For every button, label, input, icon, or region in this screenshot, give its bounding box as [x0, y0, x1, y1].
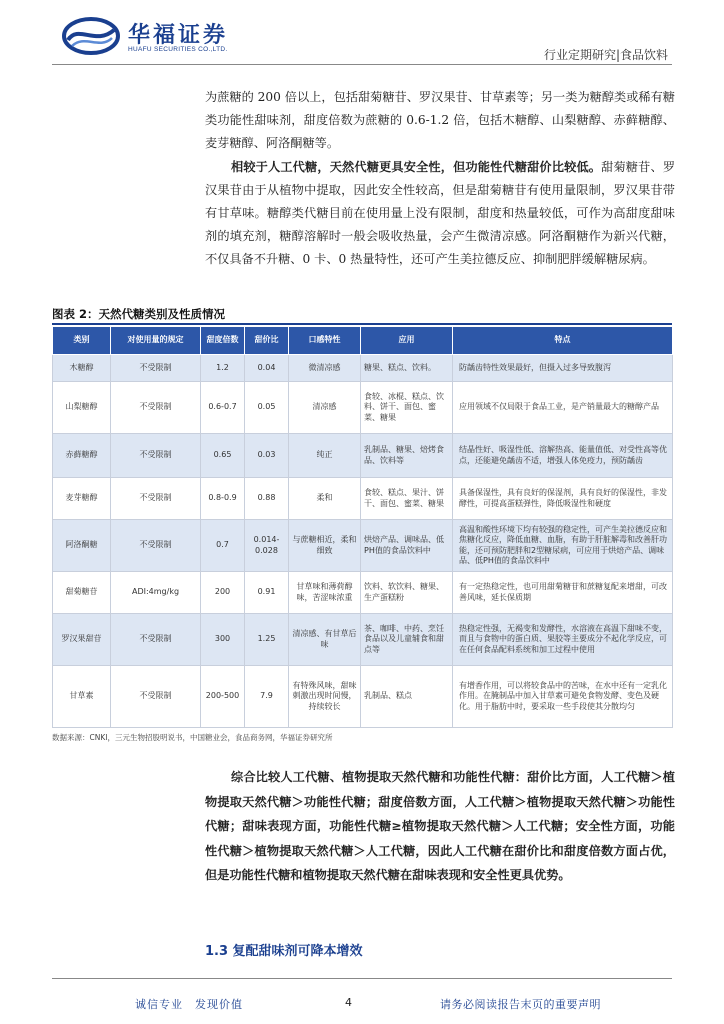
cell-taste: 有特殊风味，甜味刺激出现时间慢，持续较长 — [289, 666, 361, 728]
cell-sweetness: 0.7 — [201, 520, 245, 572]
cell-use: 食较、冰棍、糕点、饮料、饼干、面包、蜜菜、糖果 — [361, 382, 453, 434]
cell-ratio: 0.05 — [245, 382, 289, 434]
cell-sweetness: 300 — [201, 614, 245, 666]
logo-swirl-icon — [62, 16, 120, 56]
cell-sweetness: 0.6-0.7 — [201, 382, 245, 434]
cell-ratio: 0.03 — [245, 434, 289, 478]
column-header: 类别 — [53, 327, 111, 355]
column-header: 应用 — [361, 327, 453, 355]
cell-feature: 具备保湿性，具有良好的保湿剂，具有良好的保湿性，非发酵性，可提高蛋糕弹性，降低吸湿性和硬度 — [453, 478, 673, 520]
cell-name: 木糖醇 — [53, 355, 111, 382]
cell-limit: 不受限制 — [111, 382, 201, 434]
paragraph-overall-comparison: 综合比较人工代糖、植物提取天然代糖和功能性代糖：甜价比方面，人工代糖＞植物提取天然代糖＞功能性代糖；甜度倍数方面，人工代糖＞植物提取天然代糖＞功能性代糖；甜味表现方面，功能性代糖≥植物提取天然代糖＞人工代糖；安全性方面，功能性代糖＞植物提取天然代糖＞人工代糖，因此人工代糖在甜价比和甜度倍数方面占优，但是功能性代糖和植物提取天然代糖在甜味表现和安全性更具优势。 — [205, 770, 675, 882]
cell-limit: 不受限制 — [111, 520, 201, 572]
header-divider — [52, 64, 672, 65]
cell-feature: 热稳定性强，无褐变和发酵性，水溶液在高温下甜味不变，而且与食物中的蛋白质、果胶等主要成分不起化学反应，可在任何食品配料系统和加工过程中使用 — [453, 614, 673, 666]
paragraph-natural-sweeteners: 为蔗糖的 200 倍以上，包括甜菊糖苷、罗汉果苷、甘草素等；另一类为糖醇类或稀有糖类功能性甜味剂，甜度倍数为蔗糖的 0.6-1.2 倍，包括木糖醇、山梨糖醇、赤藓糖醇、麦芽糖醇、阿洛酮糖等。 — [205, 90, 675, 150]
column-header: 甜度倍数 — [201, 327, 245, 355]
table-row — [53, 434, 673, 478]
cell-use: 食较、糕点、果汁、饼干、面包、蜜菜、糖果 — [361, 478, 453, 520]
cell-ratio: 1.25 — [245, 614, 289, 666]
table-row — [53, 355, 673, 382]
paragraph-safety-comparison — [205, 156, 675, 271]
column-header: 甜价比 — [245, 327, 289, 355]
table-row — [53, 478, 673, 520]
cell-name: 山梨糖醇 — [53, 382, 111, 434]
cell-name: 麦芽糖醇 — [53, 478, 111, 520]
natural-sweetener-table — [52, 326, 673, 728]
cell-taste: 甘草味和薄荷醇味，苦涩味浓重 — [289, 572, 361, 614]
column-header: 口感特性 — [289, 327, 361, 355]
company-logo — [62, 16, 262, 56]
cell-ratio: 0.91 — [245, 572, 289, 614]
table-row — [53, 520, 673, 572]
cell-feature: 有增香作用，可以将较食品中的苦味，在水中还有一定乳化作用。在腌制品中加入甘草素可避免食物发酵、变色及硬化。用于脂肪中时，要采取一些手段使其分散均匀 — [453, 666, 673, 728]
page-header — [0, 0, 724, 70]
cell-sweetness: 0.8-0.9 — [201, 478, 245, 520]
table-header-row — [53, 327, 673, 355]
column-header: 对使用量的规定 — [111, 327, 201, 355]
cell-taste: 与蔗糖相近，柔和细致 — [289, 520, 361, 572]
cell-limit: 不受限制 — [111, 355, 201, 382]
report-type: 行业定期研究|食品饮料 — [543, 48, 668, 62]
cell-limit: 不受限制 — [111, 478, 201, 520]
cell-sweetness: 0.65 — [201, 434, 245, 478]
logo-english-name: HUAFU SECURITIES CO.,LTD. — [128, 46, 228, 53]
logo-chinese-name: 华福证券 — [128, 22, 229, 48]
paragraph-body: 甜菊糖苷、罗汉果苷由于从植物中提取，因此安全性较高，但是甜菊糖苷有使用量限制，罗汉果苷带有甘草味。糖醇类代糖目前在使用量上没有限制，甜度和热量较低，可作为高甜度甜味剂的填充剂，糖醇溶解时一般会吸收热量，会产生微清凉感。阿洛酮糖作为新兴代糖，不仅具备不升糖、0 卡、0 热量特性，还可产生美拉德反应、抑制肥胖缓解糖尿病。 — [205, 160, 676, 266]
cell-name: 阿洛酮糖 — [53, 520, 111, 572]
cell-use: 茶、咖啡、中药、烹饪食品以及儿童辅食和甜点等 — [361, 614, 453, 666]
cell-feature: 有一定热稳定性，也可用甜菊糖苷和蔗糖复配来增甜，可改善风味，延长保质期 — [453, 572, 673, 614]
cell-sweetness: 1.2 — [201, 355, 245, 382]
paragraph-lead-sentence: 相较于人工代糖，天然代糖更具安全性，但功能性代糖甜价比较低。 — [231, 160, 602, 174]
section-heading: 1.3 复配甜味剂可降本增效 — [205, 944, 363, 959]
table-row — [53, 382, 673, 434]
footer-divider — [52, 978, 672, 979]
data-source-note: 数据来源：CNKI，三元生物招股明说书，中国糖业会，食品商务网，华福证券研究所 — [52, 733, 333, 742]
table-row — [53, 572, 673, 614]
cell-use: 饮料、软饮料、糖果、生产蛋糕粉 — [361, 572, 453, 614]
cell-taste: 清凉感、有甘草后味 — [289, 614, 361, 666]
cell-use: 烘焙产品、调味品、低PH值的食品饮料中 — [361, 520, 453, 572]
cell-sweetness: 200 — [201, 572, 245, 614]
column-header: 特点 — [453, 327, 673, 355]
figure-title: 图表 2：天然代糖类别及性质情况 — [52, 307, 226, 321]
cell-taste: 柔和 — [289, 478, 361, 520]
cell-taste: 纯正 — [289, 434, 361, 478]
cell-ratio: 0.014-0.028 — [245, 520, 289, 572]
page-number: 4 — [345, 996, 352, 1009]
cell-limit: 不受限制 — [111, 434, 201, 478]
footer-disclaimer: 请务必阅读报告末页的重要声明 — [440, 998, 601, 1011]
cell-feature: 结晶性好、吸湿性低、溶解热高、能量值低、对受性高等优点，还能避免龋齿不适，增强人体免疫力，预防龋齿 — [453, 434, 673, 478]
cell-limit: 不受限制 — [111, 666, 201, 728]
table-row — [53, 666, 673, 728]
cell-use: 乳制品、糕点 — [361, 666, 453, 728]
cell-feature: 防龋齿特性效果最好，但摄入过多导致腹泻 — [453, 355, 673, 382]
cell-name: 甘草素 — [53, 666, 111, 728]
cell-taste: 微清凉感 — [289, 355, 361, 382]
cell-feature: 高温和酸性环境下均有较强的稳定性，可产生美拉德反应和焦糖化反应，降低血糖、血脂，有助于肝脏解毒和改善肝功能，还可预防肥胖和2型糖尿病，可应用于烘焙产品、调味品、低PH值的食品饮料中 — [453, 520, 673, 572]
cell-name: 甜菊糖苷 — [53, 572, 111, 614]
cell-taste: 清凉感 — [289, 382, 361, 434]
cell-use: 糖果、糕点、饮料。 — [361, 355, 453, 382]
table-row — [53, 614, 673, 666]
cell-name: 赤藓糖醇 — [53, 434, 111, 478]
cell-limit: 不受限制 — [111, 614, 201, 666]
cell-use: 乳制品、糖果、焙烤食品、饮料等 — [361, 434, 453, 478]
cell-ratio: 7.9 — [245, 666, 289, 728]
footer-slogan: 诚信专业 发现价值 — [135, 998, 243, 1011]
cell-feature: 应用领域不仅局限于食品工业，是产销量最大的糖醇产品 — [453, 382, 673, 434]
figure-title-rule — [52, 323, 672, 325]
cell-ratio: 0.88 — [245, 478, 289, 520]
cell-ratio: 0.04 — [245, 355, 289, 382]
cell-sweetness: 200-500 — [201, 666, 245, 728]
cell-name: 罗汉果甜苷 — [53, 614, 111, 666]
cell-limit: ADI:4mg/kg — [111, 572, 201, 614]
